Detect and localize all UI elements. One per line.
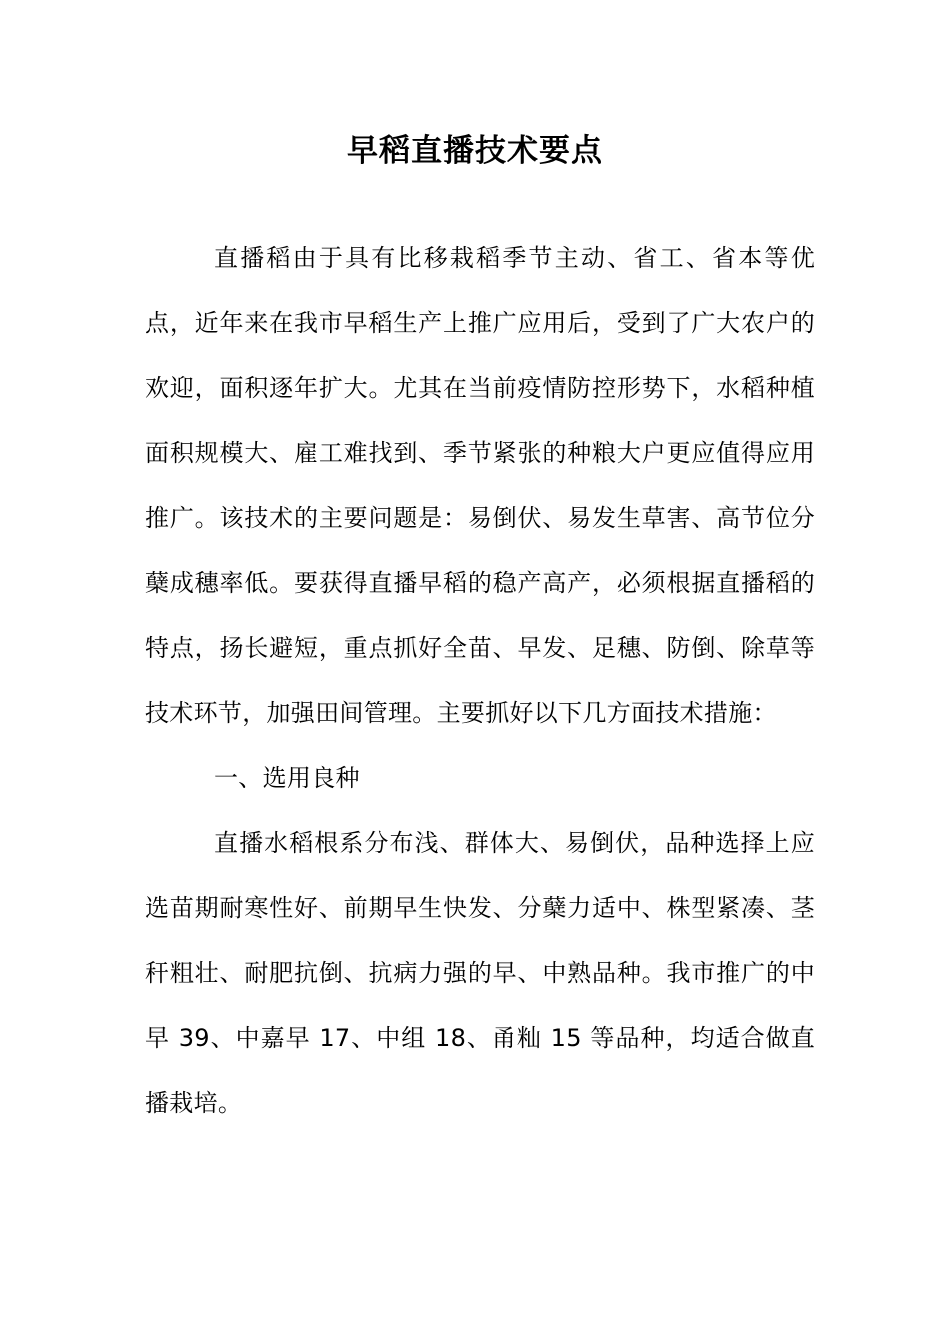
intro-paragraph: 直播稻由于具有比移栽稻季节主动、省工、省本等优点，近年来在我市早稻生产上推广应用后，受到了广大农户的欢迎，面积逐年扩大。尤其在当前疫情防控形势下，水稻种植面积规模大、雇工难找到、季节紧张的种粮大户更应值得应用推广。该技术的主要问题是：易倒伏、易发生草害、高节位分蘖成穗率低。要获得直播早稻的稳产高产，必须根据直播稻的特点，扬长避短，重点抓好全苗、早发、足穗、防倒、除草等技术环节，加强田间管理。主要抓好以下几方面技术措施： — [145, 244, 815, 727]
document-body — [145, 226, 815, 1136]
section-heading-select-variety: 一、选用良种 — [214, 764, 360, 792]
section-paragraph-select-variety: 直播水稻根系分布浅、群体大、易倒伏，品种选择上应选苗期耐寒性好、前期早生快发、分蘖力适中、株型紧凑、茎秆粗壮、耐肥抗倒、抗病力强的早、中熟品种。我市推广的中早 39、中嘉早 17、中组 18、甬籼 15 等品种，均适合做直播栽培。 — [145, 829, 815, 1117]
document-title: 早稻直播技术要点 — [347, 133, 603, 169]
